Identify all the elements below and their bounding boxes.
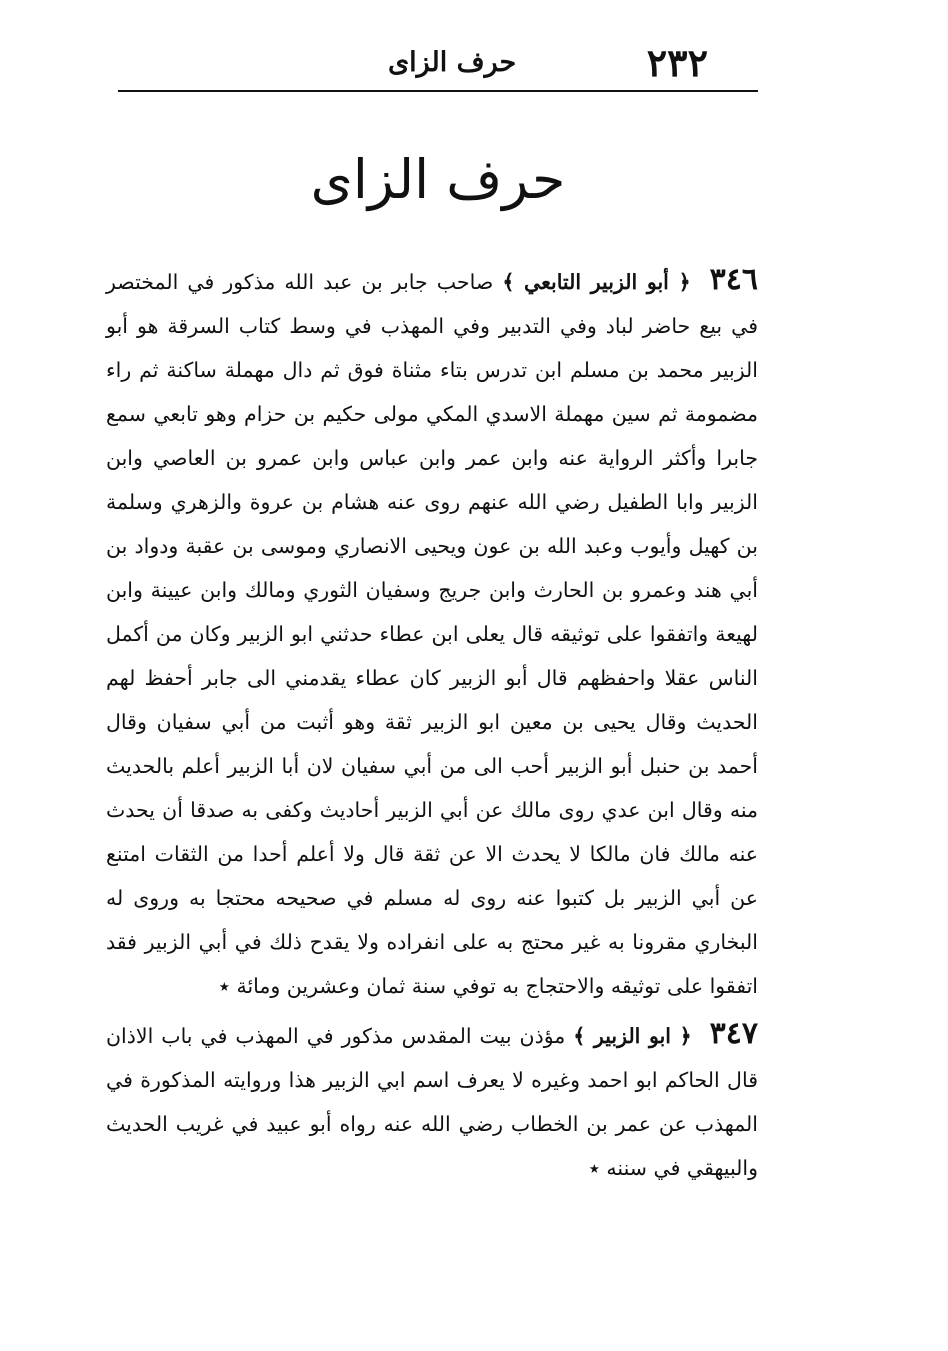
entry-number: ٣٤٦ (709, 262, 759, 297)
entry-number: ٣٤٧ (709, 1016, 758, 1051)
entry-346 (106, 258, 758, 1008)
entry-heading: ﴿ أبو الزبير التابعي ﴾ (502, 270, 691, 294)
entry-text: صاحب جابر بن عبد الله مذكور في المختصر في بيع حاضر لباد وفي التدبير وفي المهذب في وسط كتاب السرقة هو أبو الزبير محمد بن مسلم ابن تدرس بتاء مثناة فوق ثم دال مهملة ساكنة ثم راء مضمومة ثم سين مهملة الاسدي المكي مولى حكيم بن حزام وهو تابعي سمع جابرا وأكثر الرواية عنه وابن عمر وابن عباس وابن عمرو بن العاصي وابن الزبير وابا الطفيل رضي الله عنهم روى عنه هشام بن عروة والزهري وسلمة بن كهيل وأيوب وعبد الله بن عون ويحيى الانصاري وموسى بن عقبة ودواد بن أبي هند وعمرو بن الحارث وابن جريج وسفيان الثوري ومالك وابن عيينة وابن لهيعة واتفقوا على توثيقه قال يعلى ابن عطاء حدثني ابو الزبير وكان من أكمل الناس عقلا واحفظهم قال أبو الزبير كان عطاء يقدمني الى جابر أحفظ لهم الحديث وقال يحيى بن معين ابو الزبير ثقة وهو أثبت من أبي سفيان وقال أحمد بن حنبل أبو الزبير أحب الى من أبي سفيان لان أبا الزبير أعلم بالحديث منه وقال ابن عدي روى مالك عن أبي الزبير أحاديث وكفى به صدقا أن يحدث عنه مالك فان مالكا لا يحدث الا عن ثقة قال ولا أعلم أحدا من الثقات امتنع عن أبي الزبير بل كتبوا عنه روى له مسلم في صحيحه محتجا به وروى له البخاري مقرونا به غير محتج به على انفراده ولا يقدح ذلك في أبي الزبير فقد اتفقوا على توثيقه والاحتجاج به توفي سنة ثمان وعشرين ومائة ٭ (106, 270, 758, 998)
entry-347 (106, 1012, 758, 1190)
chapter-title: حرف الزاى (310, 148, 566, 211)
running-head (118, 38, 758, 86)
running-head-title: حرف الزاى (388, 46, 517, 78)
entry-heading: ﴿ ابو الزبير ﴾ (573, 1024, 692, 1048)
page-number: ٢٣٢ (646, 39, 708, 85)
header-rule (118, 90, 758, 92)
body-text (106, 258, 758, 1190)
entry-text: مؤذن بيت المقدس مذكور في المهذب في باب الاذان قال الحاكم ابو احمد وغيره لا يعرف اسم ابي الزبير هذا وروايته المذكورة في المهذب عن عمر بن الخطاب رضي الله عنه رواه أبو عبيد في غريب الحديث والبيهقي في سننه ٭ (106, 1024, 758, 1180)
